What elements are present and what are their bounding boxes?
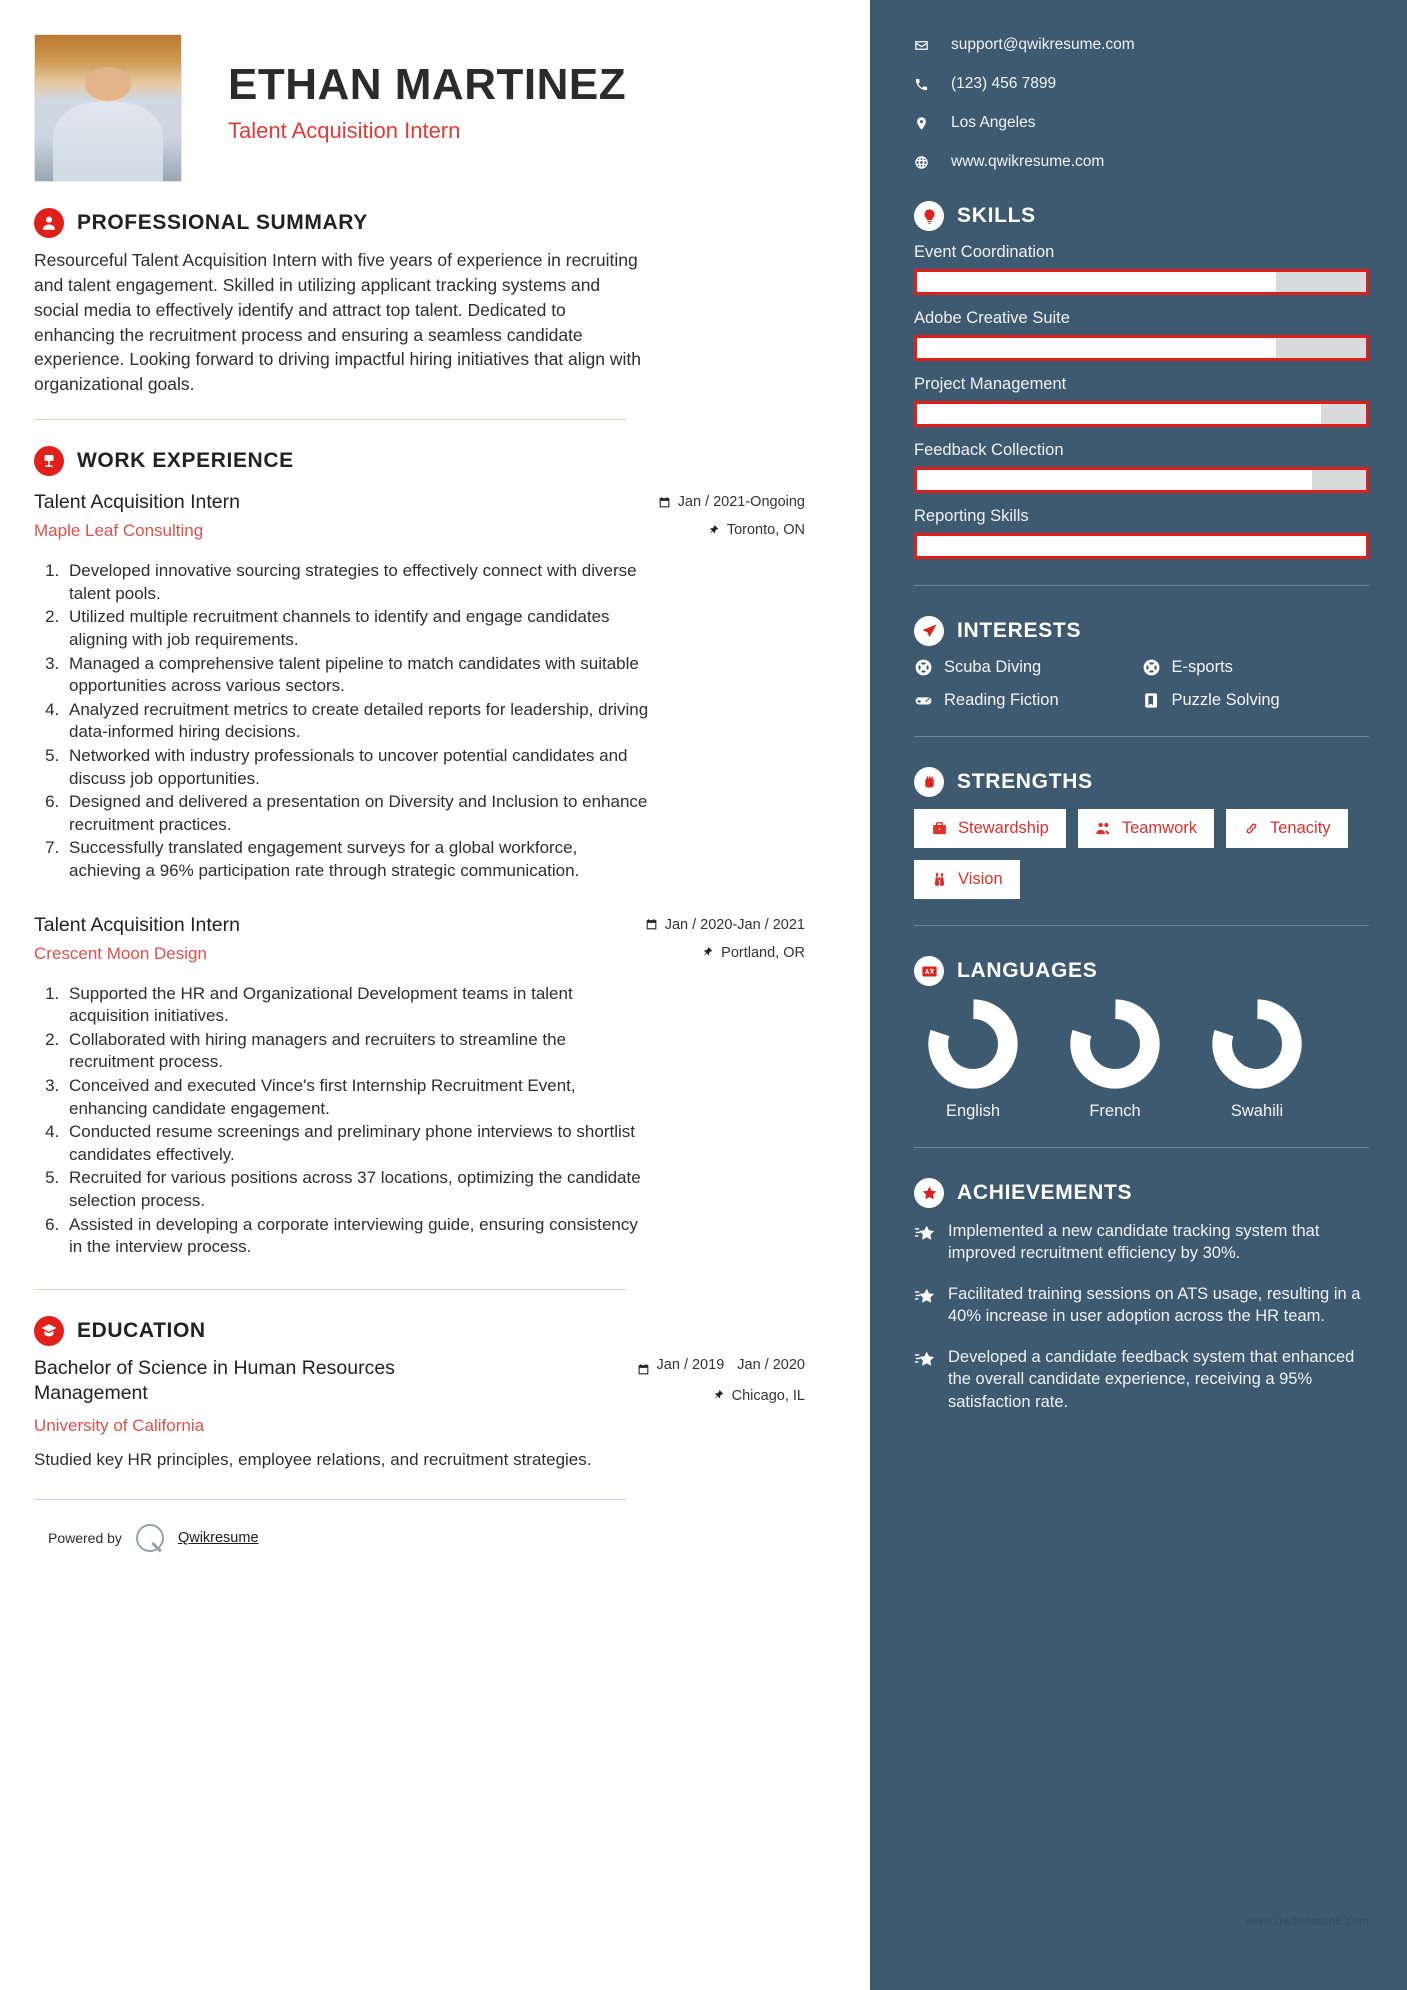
paper-plane-icon (914, 616, 944, 646)
summary-heading: PROFESSIONAL SUMMARY (77, 211, 368, 234)
job-bullets (64, 560, 805, 883)
job-bullet: 6. Assisted in developing a corporate interviewing guide, ensuring consistency in the interview process. (64, 1214, 649, 1259)
education-location-line (637, 1388, 805, 1404)
map-pin-icon (914, 116, 929, 131)
language-label: French (1089, 1102, 1141, 1120)
job-bullet: 2. Utilized multiple recruitment channels to identify and engage candidates aligning with job requirements. (64, 606, 649, 651)
translate-icon (914, 956, 944, 986)
skill-label: Project Management (914, 375, 1067, 393)
strength-label: Vision (958, 870, 1003, 888)
lifebuoy-icon (1142, 658, 1161, 677)
achievement-item (914, 1283, 1369, 1328)
job-bullet: 7. Successfully translated engagement surveys for a global workforce, achieving a 96% participation rate through strategic communication. (64, 837, 649, 882)
job-header-row (34, 913, 805, 973)
contact-website[interactable] (914, 153, 1369, 171)
skill-label: Feedback Collection (914, 441, 1064, 459)
language-label: English (945, 1102, 1001, 1120)
job-title: Talent Acquisition Intern (228, 118, 461, 144)
achievement-text: Developed a candidate feedback system that enhanced the overall candidate experience, receiving a 95% satisfaction rate. (948, 1347, 1355, 1411)
summary-heading-row (34, 208, 805, 238)
language-item (1198, 998, 1316, 1121)
shooting-star-icon (914, 1349, 935, 1370)
qwikresume-logo-icon (136, 1524, 164, 1552)
skill-fill (917, 338, 1276, 358)
job-meta (625, 913, 805, 973)
strengths-heading-row (914, 767, 1369, 797)
education-section (34, 1316, 805, 1471)
job-location-line (625, 522, 805, 538)
education-meta (637, 1356, 805, 1416)
powered-by-block (48, 1524, 805, 1552)
skills-section (914, 201, 1369, 559)
sidebar-divider (914, 736, 1369, 737)
contact-location-text: Los Angeles (951, 114, 1036, 131)
interests-heading-row (914, 616, 1369, 646)
job-dates: Jan / 2020-Jan / 2021 (664, 916, 805, 933)
book-icon (1142, 691, 1161, 710)
strength-label: Teamwork (1121, 819, 1197, 837)
languages-list (914, 998, 1369, 1121)
interests-heading: INTERESTS (957, 619, 1082, 642)
link-icon (1243, 820, 1260, 837)
education-identity (34, 1356, 454, 1436)
job-bullet: 1. Supported the HR and Organizational Development teams in talent acquisition initiatives. (64, 983, 649, 1028)
job-location: Toronto, ON (726, 522, 805, 539)
pin-icon (707, 524, 720, 537)
skill-label: Event Coordination (914, 243, 1055, 261)
language-label: Swahili (1230, 1102, 1284, 1120)
contact-phone-text: (123) 456 7899 (951, 75, 1057, 92)
powered-by-label: Powered by (48, 1530, 122, 1547)
interest-label: Puzzle Solving (1171, 691, 1280, 709)
job-entry (34, 913, 805, 1259)
pin-icon (712, 1389, 725, 1402)
skill-bar (914, 533, 1369, 559)
job-identity (34, 490, 240, 541)
summary-text: Resourceful Talent Acquisition Intern with five years of experience in recruiting and talent engagement. Skilled in utilizing applicant tracking systems and social media to effectively identify and attract top talent. Dedicated to enhancing the recruitment process and ensuring a seamless candidate experience. Looking forward to driving impactful hiring initiatives that align with organizational goals. (34, 250, 641, 395)
skill-bar (914, 401, 1369, 427)
professional-summary-section (34, 208, 805, 397)
education-entry (34, 1356, 805, 1436)
job-entry (34, 490, 805, 883)
contact-website-text: www.qwikresume.com (951, 153, 1105, 170)
user-icon (34, 208, 64, 238)
globe-icon (914, 155, 929, 170)
job-company: Maple Leaf Consulting (34, 521, 204, 541)
full-name: ETHAN MARTINEZ (228, 60, 627, 109)
sidebar-divider (914, 925, 1369, 926)
graduation-cap-icon (34, 1316, 64, 1346)
resume-header (34, 34, 805, 182)
interests-grid (914, 658, 1369, 710)
achievement-text: Implemented a new candidate tracking system that improved recruitment efficiency by 30%. (948, 1222, 1320, 1263)
sidebar-footer-url: www.qwikresume.com (1245, 1914, 1369, 1928)
achievement-item (914, 1346, 1369, 1413)
interest-item (1142, 691, 1370, 710)
profile-photo (34, 34, 182, 182)
contact-location (914, 114, 1369, 132)
qwikresume-link[interactable]: Qwikresume (177, 1530, 259, 1547)
briefcase-chair-icon (34, 446, 64, 476)
strength-item (1226, 809, 1348, 848)
education-degree: Bachelor of Science in Human Resources Management (34, 1356, 395, 1405)
skills-heading: SKILLS (957, 204, 1036, 227)
language-donut-chart (1069, 998, 1161, 1090)
pin-icon (701, 946, 714, 959)
binoculars-icon (931, 871, 948, 888)
briefcase-icon (931, 820, 948, 837)
job-role: Talent Acquisition Intern (34, 913, 240, 936)
skill-item (914, 243, 1369, 295)
education-heading: EDUCATION (77, 1318, 206, 1342)
education-dates-line (637, 1356, 805, 1376)
achievement-text: Facilitated training sessions on ATS usage, resulting in a 40% increase in user adoption across the HR team. (948, 1284, 1361, 1326)
divider-after-summary (34, 419, 626, 420)
job-bullet: 4. Analyzed recruitment metrics to create detailed reports for leadership, driving data-informed hiring decisions. (64, 699, 649, 744)
achievement-item (914, 1220, 1369, 1265)
strength-label: Stewardship (958, 819, 1049, 837)
phone-icon (914, 77, 929, 92)
job-location-line (625, 945, 805, 961)
job-bullet: 3. Managed a comprehensive talent pipeline to match candidates with suitable opportunities across various sectors. (64, 653, 649, 698)
interest-label: Reading Fiction (944, 691, 1059, 709)
skill-fill (917, 536, 1366, 556)
job-company: Crescent Moon Design (34, 943, 207, 963)
skill-label: Adobe Creative Suite (914, 309, 1070, 327)
job-bullet: 3. Conceived and executed Vince's first Internship Recruitment Event, enhancing candidate engagement. (64, 1075, 649, 1120)
job-bullets (64, 983, 805, 1259)
skill-fill (917, 404, 1321, 424)
achievements-section (914, 1178, 1369, 1413)
languages-section (914, 956, 1369, 1121)
job-meta (625, 490, 805, 550)
languages-heading-row (914, 956, 1369, 986)
strengths-section (914, 767, 1369, 899)
skill-fill (917, 470, 1312, 490)
skill-item (914, 375, 1369, 427)
skill-bar (914, 269, 1369, 295)
strength-item (914, 860, 1020, 899)
interest-item (1142, 658, 1370, 677)
education-date-start: Jan / 2019 (656, 1356, 725, 1373)
fist-icon (914, 767, 944, 797)
achievements-heading-row (914, 1178, 1369, 1208)
job-bullet: 4. Conducted resume screenings and preliminary phone interviews to shortlist candidates effectively. (64, 1121, 649, 1166)
lifebuoy-icon (914, 658, 933, 677)
job-dates-line (625, 494, 805, 510)
gamepad-icon (914, 691, 933, 710)
calendar-icon (658, 496, 671, 509)
job-location: Portland, OR (721, 944, 805, 961)
skill-fill (917, 272, 1276, 292)
job-dates: Jan / 2021-Ongoing (677, 494, 805, 511)
name-block (228, 34, 626, 144)
education-school: University of California (34, 1415, 205, 1435)
calendar-icon (645, 918, 658, 931)
languages-heading: LANGUAGES (957, 959, 1098, 982)
language-item (914, 998, 1032, 1121)
education-location: Chicago, IL (731, 1387, 805, 1404)
job-bullet: 2. Collaborated with hiring managers and recruiters to streamline the recruitment process. (64, 1029, 649, 1074)
sidebar-divider (914, 585, 1369, 586)
sidebar (870, 0, 1407, 1990)
job-dates-line (625, 917, 805, 933)
skill-item (914, 441, 1369, 493)
achievements-heading: ACHIEVEMENTS (957, 1181, 1133, 1204)
job-bullet: 5. Recruited for various positions across 37 locations, optimizing the candidate selection process. (64, 1167, 649, 1212)
skill-bar (914, 467, 1369, 493)
calendar-icon (637, 1363, 650, 1376)
envelope-icon (914, 38, 929, 53)
lightbulb-icon (914, 201, 944, 231)
skill-bar (914, 335, 1369, 361)
star-badge-icon (914, 1178, 944, 1208)
language-donut-chart (927, 998, 1019, 1090)
skill-item (914, 309, 1369, 361)
strengths-list (914, 809, 1369, 899)
strength-item (1078, 809, 1214, 848)
interest-label: E-sports (1171, 658, 1233, 676)
job-role: Talent Acquisition Intern (34, 491, 240, 514)
contact-list (914, 36, 1369, 171)
sidebar-divider (914, 1147, 1369, 1148)
strengths-heading: STRENGTHS (957, 770, 1093, 793)
education-description: Studied key HR principles, employee relations, and recruitment strategies. (34, 1449, 592, 1469)
education-date-end: Jan / 2020 (737, 1356, 805, 1373)
job-bullet: 6. Designed and delivered a presentation on Diversity and Inclusion to enhance recruitment practices. (64, 791, 649, 836)
column-gap (845, 0, 870, 1990)
interest-item (914, 691, 1142, 710)
education-heading-row (34, 1316, 805, 1346)
shooting-star-icon (914, 1223, 935, 1244)
language-donut-chart (1211, 998, 1303, 1090)
people-icon (1095, 820, 1112, 837)
work-experience-section (34, 446, 805, 1259)
contact-email-text: support@qwikresume.com (951, 36, 1135, 53)
job-bullet: 5. Networked with industry professionals to uncover potential candidates and discuss job opportunities. (64, 745, 649, 790)
interests-section (914, 616, 1369, 710)
job-header-row (34, 490, 805, 550)
interest-label: Scuba Diving (944, 658, 1042, 676)
skill-label: Reporting Skills (914, 507, 1029, 525)
shooting-star-icon (914, 1286, 935, 1307)
contact-email[interactable] (914, 36, 1369, 54)
work-heading: WORK EXPERIENCE (77, 449, 294, 473)
job-bullet: 1. Developed innovative sourcing strategies to effectively connect with diverse talent pools. (64, 560, 649, 605)
job-identity (34, 913, 240, 964)
interest-item (914, 658, 1142, 677)
divider-after-work (34, 1289, 626, 1290)
skill-item (914, 507, 1369, 559)
work-heading-row (34, 446, 805, 476)
divider-footer (34, 1499, 626, 1500)
contact-phone[interactable] (914, 75, 1369, 93)
strength-label: Tenacity (1270, 819, 1331, 837)
strength-item (914, 809, 1066, 848)
skills-heading-row (914, 201, 1369, 231)
language-item (1056, 998, 1174, 1121)
